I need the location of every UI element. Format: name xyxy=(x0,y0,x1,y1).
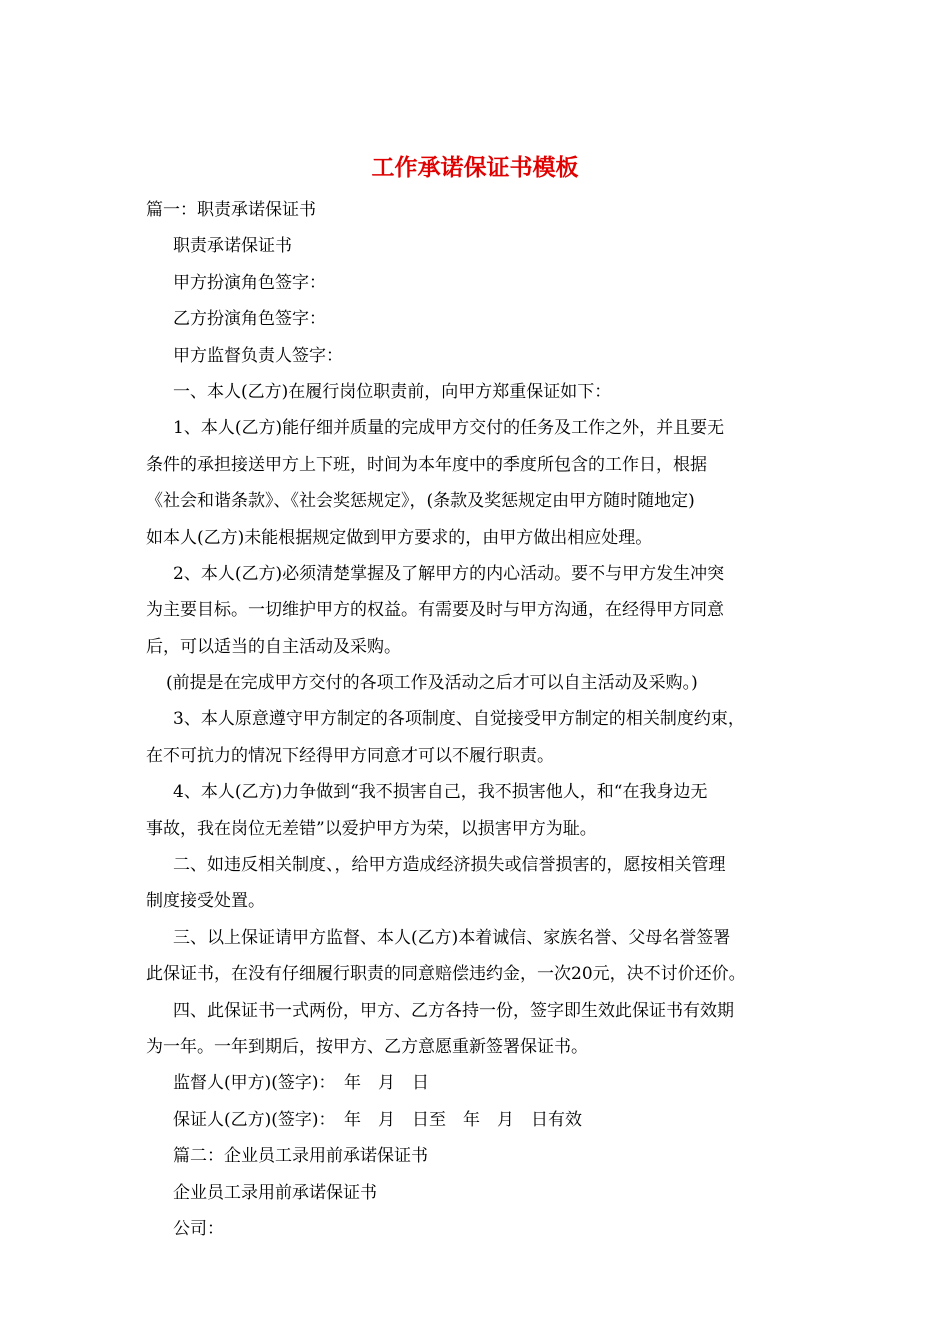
subtitle-2: 企业员工录用前承诺保证书 xyxy=(173,1182,377,1203)
paragraph-line: 后，可以适当的自主活动及采购。 xyxy=(146,636,401,657)
document-body xyxy=(146,192,810,1247)
paragraph-line: 事故，我在岗位无差错”以爱护甲方为荣，以损害甲方为耻。 xyxy=(146,818,597,839)
supervisor-signature-date: 监督人(甲方)(签字)： 年 月 日 xyxy=(173,1073,430,1094)
paragraph-line: 如本人(乙方)未能根据规定做到甲方要求的，由甲方做出相应处理。 xyxy=(146,527,653,548)
section-heading-1: 篇一：职责承诺保证书 xyxy=(146,200,316,220)
paragraph-line: 3、本人原意遵守甲方制定的各项制度、自觉接受甲方制定的相关制度约束， xyxy=(173,709,745,730)
document-title: 工作承诺保证书模板 xyxy=(371,154,579,181)
paragraph-line: 为一年。一年到期后，按甲方、乙方意愿重新签署保证书。 xyxy=(146,1036,588,1057)
subtitle: 职责承诺保证书 xyxy=(173,236,292,257)
paragraph-line: 为主要目标。一切维护甲方的权益。有需要及时与甲方沟通，在经得甲方同意 xyxy=(146,600,724,621)
paragraph-line: 4、本人(乙方)力争做到“我不损害自己，我不损害他人，和“在我身边无 xyxy=(173,782,708,803)
signature-line-party-b: 乙方扮演角色签字： xyxy=(173,309,326,330)
paragraph-line: (前提是在完成甲方交付的各项工作及活动之后才可以自主活动及采购。) xyxy=(166,673,698,694)
paragraph-line: 1、本人(乙方)能仔细并质量的完成甲方交付的任务及工作之外，并且要无 xyxy=(173,418,725,439)
paragraph-line: 制度接受处置。 xyxy=(146,891,265,912)
paragraph-line: 四、此保证书一式两份，甲方、乙方各持一份，签字即生效此保证书有效期 xyxy=(173,1000,734,1021)
paragraph-line: 在不可抗力的情况下经得甲方同意才可以不履行职责。 xyxy=(146,745,554,766)
guarantor-signature-date: 保证人(乙方)(签字)： 年 月 日至 年 月 日有效 xyxy=(173,1109,583,1130)
section-heading-2: 篇二：企业员工录用前承诺保证书 xyxy=(173,1146,428,1167)
paragraph-line: 《社会和谐条款》、《社会奖惩规定》，(条款及奖惩规定由甲方随时随地定) xyxy=(146,491,695,512)
paragraph-line: 此保证书，在没有仔细履行职责的同意赔偿违约金，一次20元，决不讨价还价。 xyxy=(146,964,746,985)
paragraph-line: 条件的承担接送甲方上下班，时间为本年度中的季度所包含的工作日，根据 xyxy=(146,454,707,475)
paragraph-line: 2、本人(乙方)必须清楚掌握及了解甲方的内心活动。要不与甲方发生冲突 xyxy=(173,563,725,584)
company-field-label: 公司： xyxy=(173,1218,224,1239)
signature-line-supervisor: 甲方监督负责人签字： xyxy=(173,345,343,366)
clause-heading-1: 一、本人(乙方)在履行岗位职责前，向甲方郑重保证如下： xyxy=(173,381,612,402)
paragraph-line: 二、如违反相关制度、，给甲方造成经济损失或信誉损害的，愿按相关管理 xyxy=(173,855,726,876)
paragraph-line: 三、以上保证请甲方监督、本人(乙方)本着诚信、家族名誉、父母名誉签署 xyxy=(173,927,731,948)
signature-line-party-a: 甲方扮演角色签字： xyxy=(173,272,326,293)
